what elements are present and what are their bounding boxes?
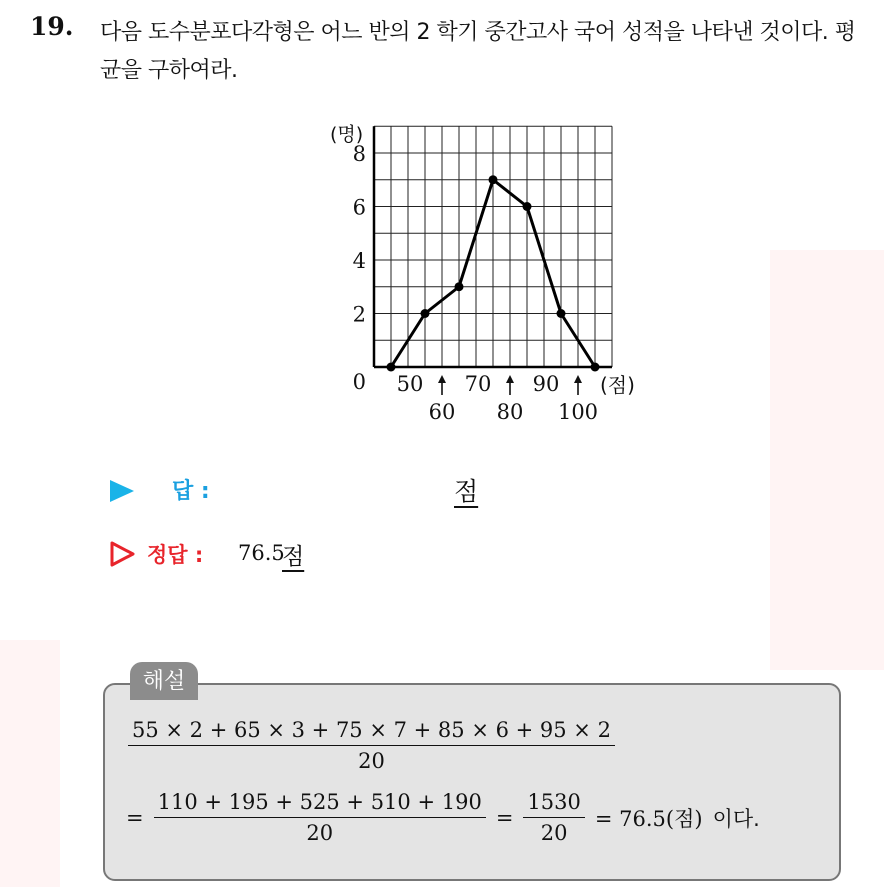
frequency-polygon-chart [300,110,660,440]
solution-fraction-sum [154,790,486,845]
equals-sign: = [126,805,144,830]
correct-answer-row [110,535,430,575]
equals-sign: = [495,805,514,830]
y-tick-label: 8 [352,142,366,166]
correct-answer-unit: 점 [282,544,305,570]
question-text: 다음 도수분포다각형은 어느 반의 2 학기 중간고사 국어 성적을 나타낸 것이다. 평균을 구하여라. [100,20,856,83]
solution-box [103,683,841,881]
fraction-numerator: 1530 [523,790,584,818]
x-tick-arrowhead [438,375,446,383]
data-point [421,309,430,318]
answer-row [110,470,530,510]
x-tick-label: 90 [532,372,560,396]
y-tick-label: 4 [352,249,366,273]
data-point [455,282,464,291]
solution-line-1 [128,718,615,773]
origin-label: 0 [352,370,366,394]
fraction-denominator: 20 [540,821,568,845]
x-tick-arrowhead [574,375,582,383]
data-point [591,363,600,372]
x-tick-label: 80 [496,400,524,424]
background-tint [770,250,884,670]
answer-unit: 점 [454,477,479,506]
solution-tab: 해설 [130,662,198,700]
x-axis-label: (점) [600,373,635,397]
y-axis-label: (명) [330,123,364,146]
correct-marker-icon [110,541,136,567]
fraction-numerator: 55 × 2 + 65 × 3 + 75 × 7 + 85 × 6 + 95 × 2 [128,718,615,746]
data-point [489,175,498,184]
data-point [523,202,532,211]
fraction-denominator: 20 [358,749,385,773]
x-tick-label: 60 [428,400,456,424]
data-point [557,309,566,318]
question-number: 19. [30,12,74,41]
correct-answer-value: 76.5 [238,541,285,565]
correct-answer-label: 정답 : [147,543,204,567]
x-tick-label: 50 [396,372,424,396]
x-tick-label: 70 [464,372,492,396]
solution-line-2 [126,790,760,845]
fraction-denominator: 20 [306,821,334,845]
solution-fraction-total [523,790,584,845]
y-tick-label: 2 [352,302,366,327]
solution-result: = 76.5(점) [594,806,703,831]
x-tick-arrowhead [506,375,514,383]
answer-label: 답 : [172,479,210,504]
x-tick-label: 100 [557,400,599,424]
background-tint [0,640,60,887]
solution-suffix: 이다. [712,806,760,831]
y-tick-label: 6 [352,195,366,220]
answer-marker-icon [110,480,134,502]
solution-fraction-main [128,718,615,773]
data-point [387,363,396,372]
fraction-numerator: 110 + 195 + 525 + 510 + 190 [154,790,486,818]
